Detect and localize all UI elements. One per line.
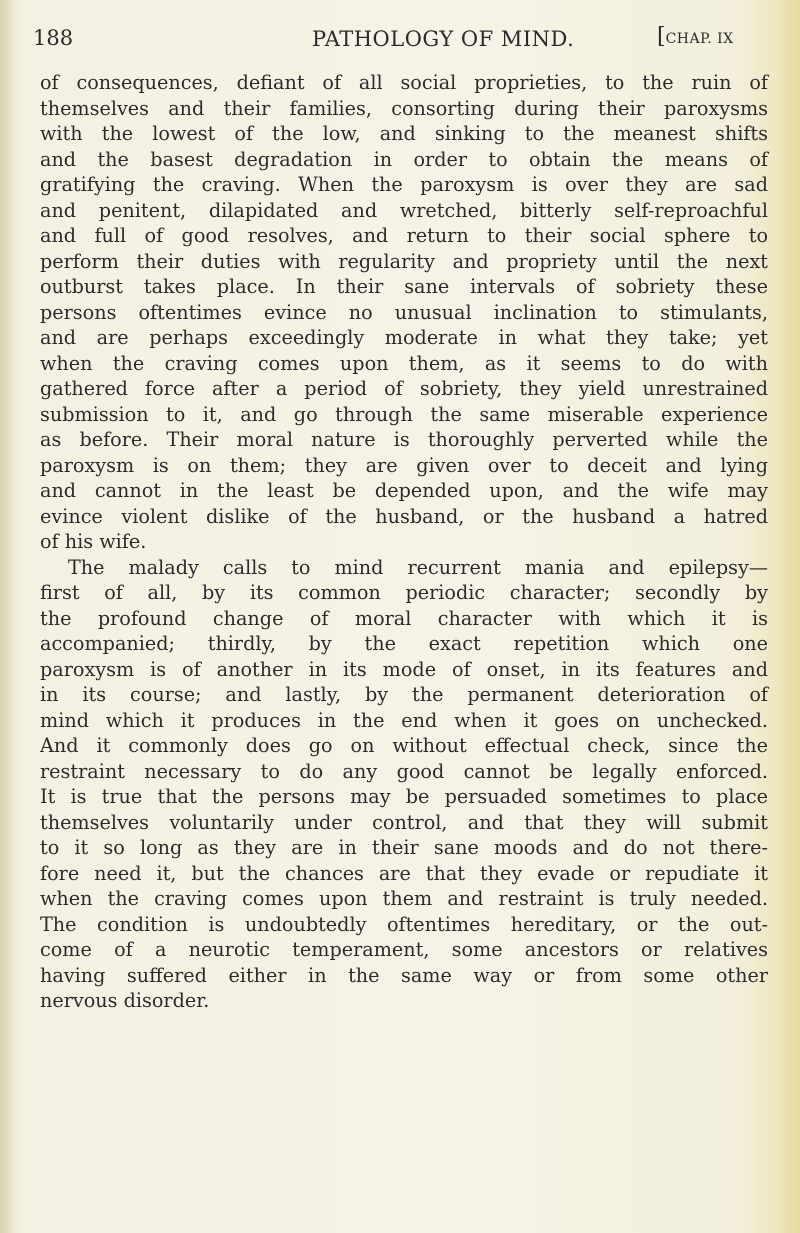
text-line: having suffered either in the same way or from some other	[40, 963, 768, 987]
page-edge	[774, 0, 800, 1233]
text-line: themselves voluntarily under control, and that they will submit	[40, 810, 768, 834]
paragraph-1	[40, 70, 768, 555]
text-line: outburst takes place. In their sane intervals of sobriety these	[40, 275, 768, 298]
text-line: persons oftentimes evince no unusual inclination to stimulants,	[40, 300, 768, 324]
paragraph-2	[40, 555, 768, 1014]
text-line: and the basest degradation in order to obtain the means of	[40, 147, 768, 171]
text-line: of his wife.	[40, 530, 147, 553]
running-header	[0, 20, 800, 54]
text-line: and penitent, dilapidated and wretched, bitterly self-reproachful	[40, 198, 768, 222]
text-line: in its course; and lastly, by the permanent deterioration of	[40, 683, 768, 706]
text-line: gratifying the craving. When the paroxysm is over they are sad	[40, 173, 768, 196]
text-line: It is true that the persons may be persuaded sometimes to place	[40, 785, 768, 808]
text-line: when the craving comes upon them, as it seems to do with	[40, 351, 768, 375]
text-line: to it so long as they are in their sane moods and do not there-	[40, 836, 768, 859]
text-line: with the lowest of the low, and sinking to the meanest shifts	[40, 122, 768, 145]
page-number: 188	[33, 26, 74, 50]
chapter-bracket: [	[657, 24, 666, 49]
text-line: mind which it produces in the end when it goes on unchecked.	[40, 708, 768, 732]
text-line: nervous disorder.	[40, 989, 210, 1012]
text-line: of consequences, defiant of all social proprieties, to the ruin of	[40, 71, 768, 94]
text-line: gathered force after a period of sobriety, they yield unrestrained	[40, 377, 768, 400]
text-line: first of all, by its common periodic character; secondly by	[40, 581, 768, 604]
text-line: perform their duties with regularity and propriety until the next	[40, 249, 768, 273]
text-line: accompanied; thirdly, by the exact repetition which one	[40, 632, 768, 655]
body-text	[40, 70, 768, 1014]
text-line: as before. Their moral nature is thoroughly perverted while the	[40, 428, 768, 451]
text-line: restraint necessary to do any good cannot be legally enforced.	[40, 759, 768, 783]
chapter-label: CHAP. IX	[665, 31, 734, 47]
text-line: the profound change of moral character with which it is	[40, 606, 768, 630]
text-line: when the craving comes upon them and restraint is truly needed.	[40, 887, 768, 910]
text-line: themselves and their families, consorting during their paroxysms	[40, 96, 768, 120]
text-line: submission to it, and go through the same miserable experience	[40, 402, 768, 426]
text-line: paroxysm is on them; they are given over to deceit and lying	[40, 453, 768, 477]
text-line: and cannot in the least be depended upon, and the wife may	[40, 479, 768, 502]
text-line: come of a neurotic temperament, some ancestors or relatives	[40, 938, 768, 961]
text-line: The malady calls to mind recurrent mania and epilepsy—	[68, 555, 768, 579]
binding-shadow	[0, 0, 14, 1233]
text-line: And it commonly does go on without effectual check, since the	[40, 734, 768, 757]
text-line: evince violent dislike of the husband, or the husband a hatred	[40, 504, 768, 528]
text-line: and are perhaps exceedingly moderate in what they take; yet	[40, 326, 768, 349]
text-line: and full of good resolves, and return to their social sphere to	[40, 224, 768, 247]
text-line: fore need it, but the chances are that they evade or repudiate it	[40, 861, 768, 885]
text-line: The condition is undoubtedly oftentimes hereditary, or the out-	[40, 912, 768, 936]
text-line: paroxysm is of another in its mode of onset, in its features and	[40, 657, 768, 681]
running-title: PATHOLOGY OF MIND.	[312, 27, 575, 51]
chapter-reference	[657, 24, 734, 49]
